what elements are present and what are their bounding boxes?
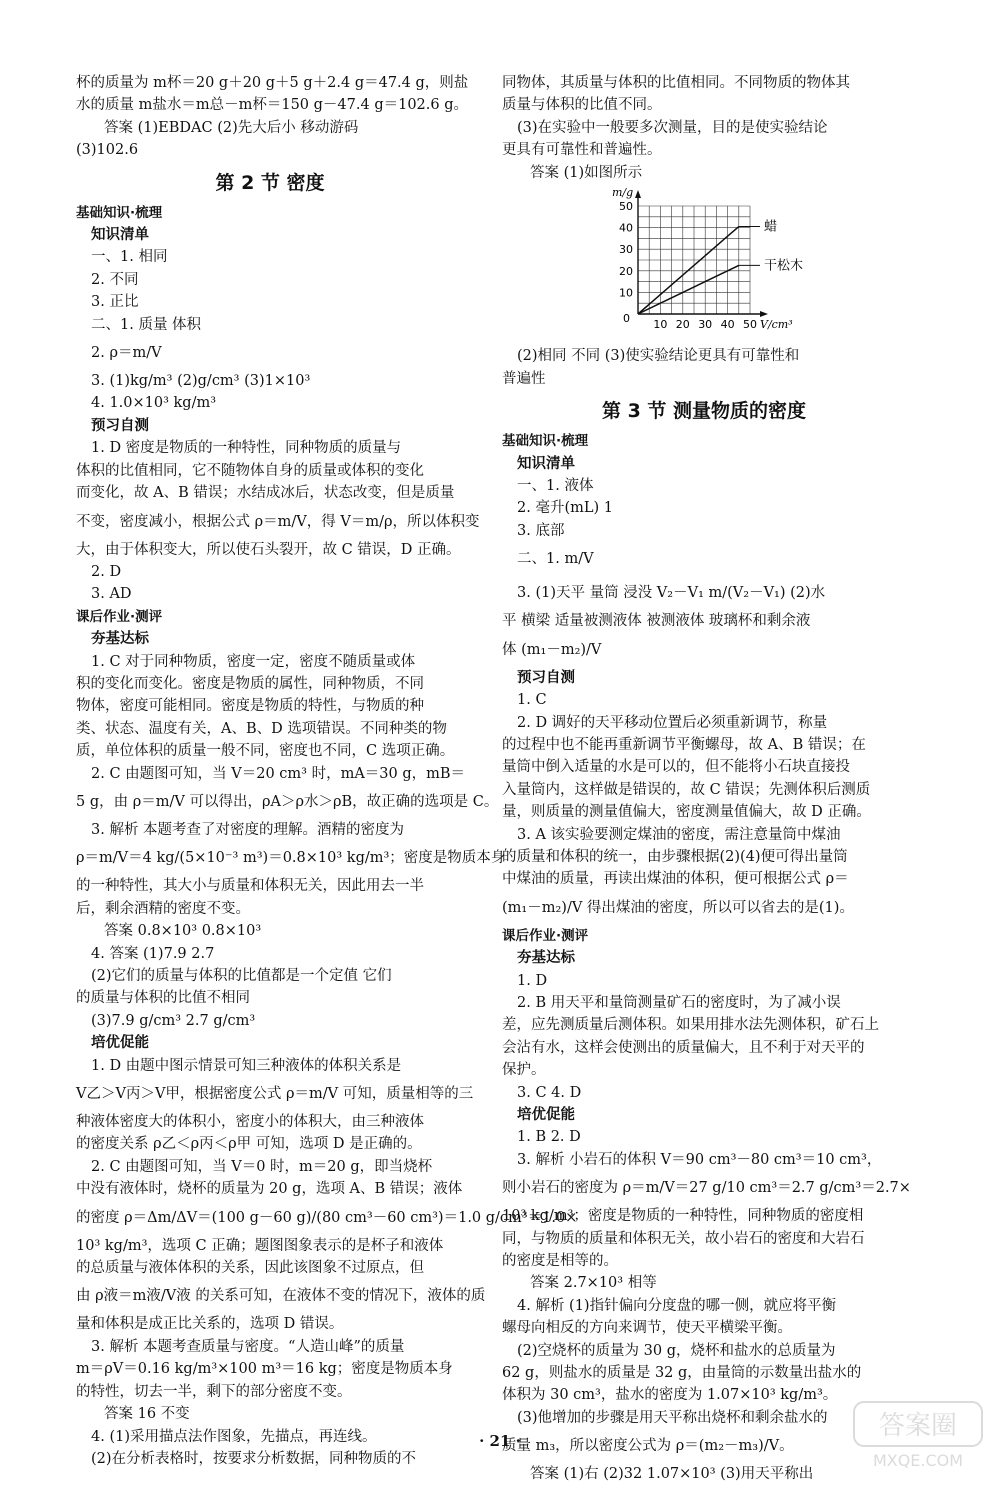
text-line: (3)他增加的步骤是用天平称出烧杯和剩余盐水的 bbox=[517, 1409, 828, 1426]
text-line: (2)在分析表格时，按要求分析数据，同种物质的不 bbox=[91, 1450, 417, 1467]
text-line: 则小岩石的密度为 ρ＝m/V＝27 g/10 cm³＝2.7 g/cm³＝2.7× bbox=[502, 1180, 911, 1197]
text-line: 一、1. 液体 bbox=[517, 478, 594, 495]
text-line: (3)7.9 g/cm³ 2.7 g/cm³ bbox=[91, 1012, 256, 1029]
text-line: 3. C 4. D bbox=[517, 1084, 582, 1101]
text-line: 2. ρ＝m/V bbox=[91, 345, 162, 362]
text-line: 中煤油的质量，再读出煤油的体积，便可根据公式 ρ＝ bbox=[502, 871, 849, 888]
y-tick-label: 30 bbox=[619, 243, 633, 257]
text-line: 杯的质量为 m杯＝20 g＋20 g＋5 g＋2.4 g＝47.4 g，则盐 bbox=[76, 75, 469, 91]
text-line: 的密度 ρ＝Δm/ΔV＝(100 g－60 g)/(80 cm³－60 cm³)＝1.0 g/cm³＝1.0× bbox=[76, 1209, 578, 1226]
series-line bbox=[638, 227, 739, 314]
text-line: 保护。 bbox=[502, 1062, 546, 1079]
text-line: 4. 答案 (1)7.9 2.7 bbox=[91, 945, 215, 962]
text-line: 二、1. m/V bbox=[517, 551, 594, 568]
right-column-bottom bbox=[502, 345, 911, 1485]
text-line: 物体，密度可能相同。密度是物质的特性，与物质的种 bbox=[76, 698, 424, 715]
text-line: 的质量和体积的统一，由步骤根据(2)(4)便可得出量筒 bbox=[502, 848, 848, 865]
text-line: 2. 毫升(mL) 1 bbox=[517, 500, 613, 517]
text-line: 积的变化而变化。密度是物质的属性，同种物质，不同 bbox=[76, 675, 424, 692]
text-line: 的特性，切去一半，剩下的部分密度不变。 bbox=[76, 1383, 352, 1400]
text-line: 3. A 该实验要测定煤油的密度，需注意量筒中煤油 bbox=[517, 826, 841, 843]
text-line: (2)相同 不同 (3)使实验结论更具有可靠性和 bbox=[517, 348, 800, 365]
text-line: 答案 2.7×10³ 相等 bbox=[530, 1275, 657, 1292]
text-line: 不变，密度减小，根据公式 ρ＝m/V，得 V＝m/ρ，所以体积变 bbox=[76, 513, 480, 530]
mass-volume-chart bbox=[598, 186, 906, 343]
text-line: 课后作业·测评 bbox=[76, 608, 163, 625]
text-line: 的过程中也不能再重新调节平衡螺母，故 A、B 错误；在 bbox=[502, 736, 866, 753]
text-line: 大，由于体积变大，所以使石头裂开，故 C 错误，D 正确。 bbox=[76, 541, 461, 558]
x-tick-label: 20 bbox=[675, 318, 690, 332]
text-line: (m₁－m₂)/V 得出煤油的密度，所以可以省去的是(1)。 bbox=[502, 899, 854, 916]
svg-text:答案圈: 答案圈 bbox=[878, 1411, 958, 1441]
text-line: 课后作业·测评 bbox=[502, 927, 589, 944]
y-axis-arrow bbox=[635, 190, 641, 198]
text-line: 普遍性 bbox=[502, 370, 546, 387]
text-line: 的一种特性，其大小与质量和体积无关，因此用去一半 bbox=[76, 878, 424, 895]
text-line: 类、状态、温度有关，A、B、D 选项错误。不同种类的物 bbox=[76, 720, 447, 737]
text-line: 螺母向相反的方向来调节，使天平横梁平衡。 bbox=[502, 1320, 792, 1337]
text-line: 3. 解析 小岩石的体积 V＝90 cm³－80 cm³＝10 cm³， bbox=[517, 1151, 882, 1168]
text-line: 而变化，故 A、B 错误；水结成冰后，状态改变，但是质量 bbox=[76, 485, 455, 502]
text-line: 62 g，则盐水的质量是 32 g，由量筒的示数量出盐水的 bbox=[502, 1365, 862, 1382]
text-line: 培优促能 bbox=[517, 1106, 575, 1123]
text-line: 3. (1)kg/m³ (2)g/cm³ (3)1×10³ bbox=[91, 373, 311, 390]
x-axis-label: V/cm³ bbox=[760, 318, 793, 332]
text-line: 4. (1)采用描点法作图象，先描点，再连线。 bbox=[91, 1428, 377, 1445]
text-line: 1. D 由题中图示情景可知三种液体的体积关系是 bbox=[91, 1057, 402, 1074]
series-label: 蜡 bbox=[764, 219, 778, 235]
text-line: 培优促能 bbox=[91, 1034, 149, 1052]
text-line: 一、1. 相同 bbox=[91, 249, 168, 266]
text-line: 答案 (1)右 (2)32 1.07×10³ (3)用天平称出 bbox=[530, 1466, 814, 1483]
y-tick-label: 20 bbox=[619, 264, 633, 278]
text-line: 体积的比值相同，它不随物体自身的质量或体积的变化 bbox=[76, 462, 424, 479]
text-line: 1. D bbox=[517, 972, 548, 989]
text-line: 4. 解析 (1)指针偏向分度盘的哪一侧，就应将平衡 bbox=[517, 1297, 837, 1314]
watermark-logo bbox=[848, 1396, 988, 1474]
text-line: 的密度关系 ρ乙＜ρ丙＜ρ甲 可知，选项 D 是正确的。 bbox=[76, 1136, 422, 1153]
text-line: 知识清单 bbox=[91, 226, 149, 244]
text-line: 同物体，其质量与体积的比值相同。不同物质的物体其 bbox=[502, 75, 850, 91]
text-line: 2. C 由题图可知，当 V＝0 时，m＝20 g，即当烧杯 bbox=[91, 1158, 433, 1175]
right-column-top bbox=[502, 72, 906, 184]
text-line: 基础知识·梳理 bbox=[502, 433, 589, 450]
text-line: 3. AD bbox=[91, 586, 132, 603]
text-line: ρ＝m/V＝4 kg/(5×10⁻³ m³)＝0.8×10³ kg/m³；密度是物质本身 bbox=[76, 850, 506, 867]
text-line: 体积为 30 cm³，盐水的密度为 1.07×10³ kg/m³。 bbox=[502, 1387, 838, 1404]
text-line: 量和体积是成正比关系的，选项 D 错误。 bbox=[76, 1316, 344, 1333]
text-line: 体 (m₁－m₂)/V bbox=[502, 641, 602, 658]
text-line: 的总质量与液体体积的关系，因此该图象不过原点，但 bbox=[76, 1260, 424, 1277]
text-line: 后，剩余酒精的密度不变。 bbox=[76, 900, 250, 917]
text-line: 基础知识·梳理 bbox=[76, 204, 163, 221]
text-line: 2. D 调好的天平移动位置后必须重新调节，称量 bbox=[517, 714, 828, 731]
text-line: 二、1. 质量 体积 bbox=[91, 316, 202, 333]
text-line: V乙＞V丙＞V甲，根据密度公式 ρ＝m/V 可知，质量相等的三 bbox=[76, 1086, 474, 1103]
x-tick-label: 50 bbox=[743, 318, 757, 332]
text-line: 量筒中倒入适量的水是可以的，但不能将小石块直接投 bbox=[502, 759, 850, 776]
text-line: 质，单位体积的质量一般不同，密度也不同，C 选项正确。 bbox=[76, 743, 455, 760]
page-number: · 21 · bbox=[479, 1432, 521, 1450]
text-line: 会沾有水，这样会使测出的质量偏大，且不利于对天平的 bbox=[502, 1039, 865, 1056]
y-tick-label: 50 bbox=[619, 200, 633, 214]
text-line: 3. 解析 本题考查了对密度的理解。酒精的密度为 bbox=[91, 821, 405, 838]
text-line: 10³ kg/m³，选项 C 正确；题图图象表示的是杯子和液体 bbox=[76, 1237, 444, 1254]
text-line: 种液体密度大的体积小，密度小的体积大，由三种液体 bbox=[76, 1114, 424, 1131]
text-line: (2)它们的质量与体积的比值都是一个定值 它们 bbox=[91, 968, 392, 984]
text-line: 1. D 密度是物质的一种特性，同种物质的质量与 bbox=[91, 440, 402, 457]
text-line: 量，则质量的测量值偏大，密度测量值偏大，故 D 正确。 bbox=[502, 804, 871, 821]
text-line: 差，应先测质量后测体积。如果用排水法先测体积，矿石上 bbox=[502, 1017, 879, 1034]
text-line: (3)在实验中一般要多次测量，目的是使实验结论 bbox=[517, 119, 828, 136]
text-line: 平 横梁 适量被测液体 被测液体 玻璃杯和剩余液 bbox=[502, 613, 811, 630]
text-line: 质量 m₃，所以密度公式为 ρ＝(m₂－m₃)/V。 bbox=[502, 1438, 794, 1455]
text-line: 2. C 由题图可知，当 V＝20 cm³ 时，mA＝30 g，mB＝ bbox=[91, 765, 466, 782]
text-line: 知识清单 bbox=[517, 454, 575, 472]
text-line: 1. C bbox=[517, 692, 547, 709]
series-label: 干松木 bbox=[764, 258, 804, 274]
text-line: 的密度是相等的。 bbox=[502, 1253, 618, 1270]
text-line: 10³ kg/m³；密度是物质的一种特性，同种物质的密度相 bbox=[502, 1208, 864, 1225]
text-line: 预习自测 bbox=[517, 668, 575, 686]
text-line: 2. D bbox=[91, 563, 122, 580]
text-line: 夯基达标 bbox=[517, 949, 575, 967]
text-line: 1. B 2. D bbox=[517, 1129, 581, 1146]
right-column bbox=[502, 72, 911, 1486]
x-tick-label: 40 bbox=[720, 318, 735, 332]
text-line: 3. 解析 本题考查质量与密度。“人造山峰”的质量 bbox=[91, 1338, 405, 1355]
text-line: 预习自测 bbox=[91, 416, 149, 434]
text-line: 答案 0.8×10³ 0.8×10³ bbox=[104, 923, 262, 940]
text-line: 3. (1)天平 量筒 浸没 V₂－V₁ m/(V₂－V₁) (2)水 bbox=[517, 585, 826, 602]
text-line: 水的质量 m盐水＝m总－m杯＝150 g－47.4 g＝102.6 g。 bbox=[76, 97, 469, 114]
text-line: 答案 (1)如图所示 bbox=[530, 164, 643, 181]
text-line: 同，与物质的质量和体积无关，故小岩石的密度和大岩石 bbox=[502, 1230, 865, 1247]
y-tick-label: 10 bbox=[619, 286, 633, 300]
text-line: 答案 (1)EBDAC (2)先大后小 移动游码 bbox=[104, 119, 359, 136]
text-line: 入量筒内，这样做是错误的，故 C 错误；先测体积后测质 bbox=[502, 781, 871, 798]
text-line: 答案 16 不变 bbox=[104, 1406, 190, 1423]
text-line: 的质量与体积的比值不相同 bbox=[76, 990, 250, 1007]
svg-text:MXQE.COM: MXQE.COM bbox=[872, 1451, 964, 1470]
text-line: 夯基达标 bbox=[91, 630, 149, 648]
text-line: 2. 不同 bbox=[91, 271, 139, 288]
text-line: (2)空烧杯的质量为 30 g，烧杯和盐水的总质量为 bbox=[517, 1342, 836, 1359]
origin-label: 0 bbox=[623, 312, 630, 326]
y-axis-label: m/g bbox=[612, 186, 634, 200]
x-tick-label: 10 bbox=[653, 318, 668, 332]
y-tick-label: 40 bbox=[619, 221, 633, 235]
text-line: 4. 1.0×10³ kg/m³ bbox=[91, 395, 217, 412]
series-line bbox=[638, 265, 739, 314]
text-line: 更具有可靠性和普遍性。 bbox=[502, 142, 662, 159]
text-line: 2. B 用天平和量筒测量矿石的密度时，为了减小误 bbox=[517, 994, 841, 1011]
text-line: 由 ρ液＝m液/V液 的关系可知，在液体不变的情况下，液体的质 bbox=[76, 1288, 486, 1305]
text-line: 5 g，由 ρ＝m/V 可以得出，ρA＞ρ水＞ρB，故正确的选项是 C。 bbox=[76, 793, 499, 810]
x-tick-label: 30 bbox=[698, 318, 713, 332]
text-line: 3. 正比 bbox=[91, 294, 139, 311]
text-line: 质量与体积的比值不同。 bbox=[502, 97, 662, 114]
section-heading: 第 2 节 密度 bbox=[215, 171, 325, 194]
text-line: 1. C 对于同种物质，密度一定，密度不随质量或体 bbox=[91, 653, 416, 670]
text-line: 中没有液体时，烧杯的质量为 20 g，选项 A、B 错误；液体 bbox=[76, 1181, 463, 1198]
text-line: (3)102.6 bbox=[76, 142, 139, 159]
chart-svg bbox=[598, 186, 828, 336]
section-heading: 第 3 节 测量物质的密度 bbox=[601, 400, 807, 423]
text-line: 3. 底部 bbox=[517, 522, 565, 539]
text-line: m＝ρV＝0.16 kg/m³×100 m³＝16 kg；密度是物质本身 bbox=[76, 1361, 453, 1378]
x-axis-arrow bbox=[760, 311, 768, 317]
